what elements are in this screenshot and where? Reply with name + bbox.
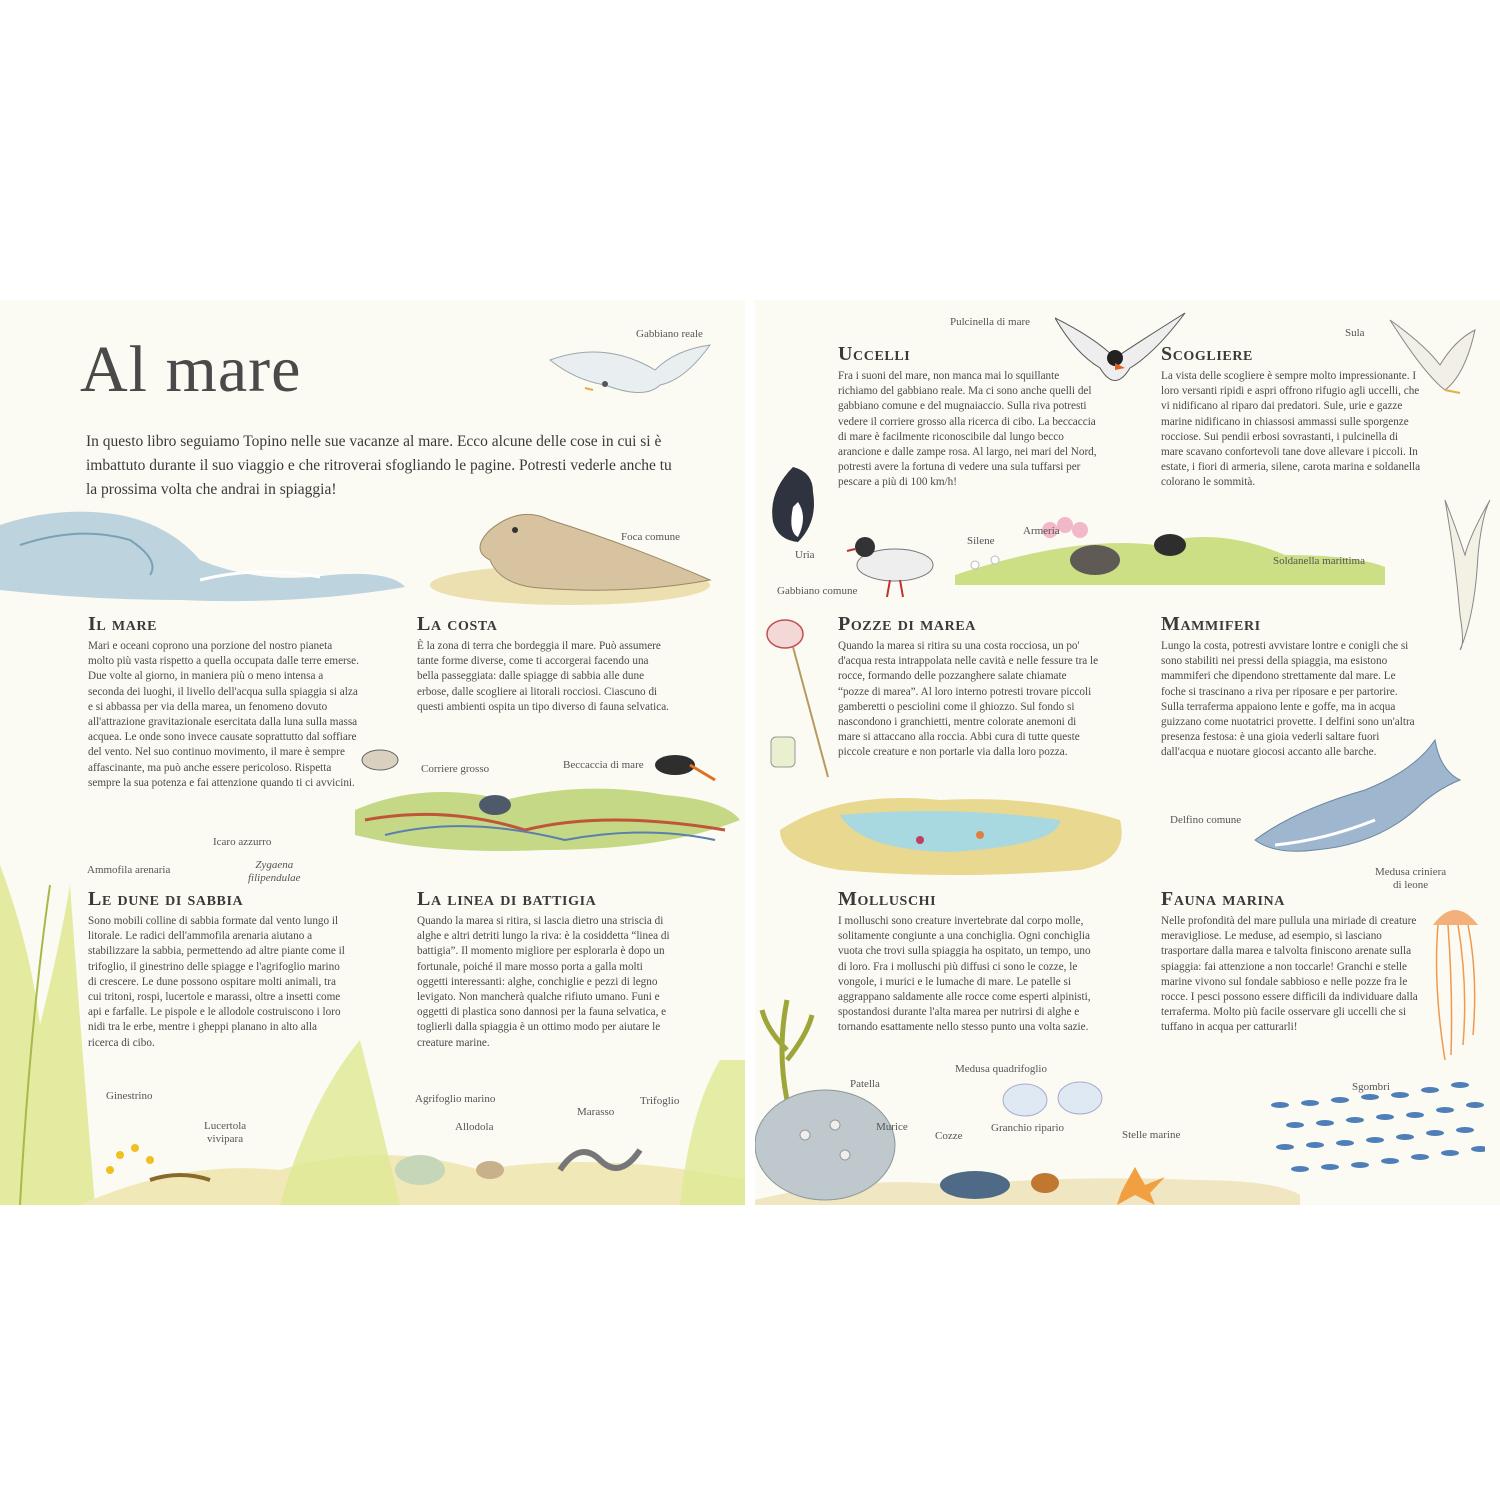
heading-la-costa: La costa: [417, 613, 498, 635]
label-patella: Patella: [850, 1078, 880, 1090]
text-dune: Sono mobili colline di sabbia formate dal vento lungo il litorale. Le radici dell'ammofila arenaria aiutano a stabilizzare la sabbia, permettendo ad altre piante come il trifoglio, il ginestrino delle spiagge e l'agrifoglio marino di crescere. Le dune possono ospitare molti animali, tra cui tritoni, rospi, lucertole e marassi, oltre a insetti come api e farfalle. Le pispole e le allodole costruiscono i loro nidi tra le erbe, mentre i gheppi planano in alto alla ricerca di cibo.: [88, 915, 345, 1049]
page-title: Al mare: [80, 333, 302, 406]
label-gabbiano-comune: Gabbiano comune: [777, 585, 858, 597]
lions-mane-jellyfish-illustration: [1423, 895, 1488, 1065]
heading-battigia: La linea di battigia: [417, 888, 597, 910]
label-gabbiano-reale: Gabbiano reale: [636, 328, 703, 340]
label-agrifoglio: Agrifoglio marino: [415, 1093, 496, 1105]
dune-plants-illustration: [80, 1020, 745, 1205]
heading-mammiferi: Mammiferi: [1161, 613, 1261, 635]
label-granchio: Granchio ripario: [991, 1122, 1064, 1134]
text-fauna: Nelle profondità del mare pullula una miriade di creature meravigliose. Le meduse, ad esempio, si lasciano trasportare dalla marea e talvolta finiscono arenate sulla spiaggia: fai attenzione a non toccarle! Granchi e stelle marine vivono sul fondale sabbioso e nelle pozze fra le rocce. I pesci possono essere difficili da individuare dalla terraferma. Molto più facile osservare gli uccelli che si tuffano in acqua per catturarli!: [1161, 915, 1418, 1034]
label-zygaena-line1: Zygaena: [255, 859, 294, 871]
dolphin-illustration: [1235, 730, 1475, 870]
intro-paragraph: In questo libro seguiamo Topino nelle sue vacanze al mare. Ecco alcune delle cose in cui si è imbattuto durante il suo viaggio e che ritroverai sfogliando le pagine. Potresti vederle anche tu la prossima volta che andrai in spiaggia!: [86, 433, 672, 498]
heading-fauna: Fauna marina: [1161, 888, 1285, 910]
label-sula: Sula: [1345, 327, 1365, 339]
label-allodola: Allodola: [455, 1121, 494, 1133]
gull-illustration: [545, 340, 715, 400]
label-icaro-azzurro: Icaro azzurro: [213, 836, 272, 848]
label-zygaena-line2: filipendulae: [248, 872, 301, 884]
label-silene: Silene: [967, 535, 995, 547]
label-cozze: Cozze: [935, 1130, 963, 1142]
seal-illustration: [430, 500, 720, 610]
text-molluschi: I molluschi sono creature invertebrate dal corpo molle, solitamente congiunte a una conchiglia. Ogni conchiglia vuota che trovi sulla spiaggia ha ospitato, un tempo, uno di loro. Fra i molluschi più diffusi ci sono le cozze, le vongole, i murici e le lumache di mare. Le patelle si aggrappano saldamente alle rocce come esperti alpinisti, spostandosi durante l'alta marea per nutrirsi di alghe e tornando esattamente nello stesso punto una volta sazie.: [838, 915, 1091, 1034]
black-headed-gull-illustration: [845, 525, 940, 600]
label-ginestrino: Ginestrino: [106, 1090, 153, 1102]
mackerel-school-illustration: [1260, 1075, 1485, 1195]
section-fauna: [1161, 888, 1423, 1036]
heading-pozze: Pozze di marea: [838, 613, 976, 635]
label-uria: Uria: [795, 549, 815, 561]
section-scogliere: [1161, 343, 1423, 491]
section-molluschi: [838, 888, 1100, 1036]
wave-illustration: [0, 505, 410, 610]
label-trifoglio: Trifoglio: [640, 1095, 680, 1107]
strandline-illustration: [345, 740, 745, 875]
heading-il-mare: Il mare: [88, 613, 158, 635]
text-scogliere: La vista delle scogliere è sempre molto impressionante. I loro versanti ripidi e aspri offrono rifugio agli uccelli, che vi nidificano al riparo dai predatori. Sule, urie e gazze marine nidificano in chiassosi ammassi sulle sporgenze rocciose. Sui pendii erbosi sovrastanti, i pulcinella di mare scavano confortevoli tane dove allevare i piccoli. In estate, i fiori di armeria, silene, carota marina e soldanella colorano le sommità.: [1161, 370, 1421, 489]
label-foca-comune: Foca comune: [621, 531, 680, 543]
label-armeria: Armeria: [1023, 525, 1060, 537]
label-lucertola: [204, 1120, 246, 1146]
tide-pool-illustration: [780, 790, 1130, 880]
section-la-costa: [417, 613, 673, 715]
section-uccelli: [838, 343, 1100, 491]
label-corriere-grosso: Corriere grosso: [421, 763, 490, 775]
section-il-mare: [88, 613, 360, 791]
text-il-mare: Mari e oceani coprono una porzione del nostro pianeta molto più vasta rispetto a quella occupata dalle terre emerse. Due volte al giorno, in maniera più o meno intensa a seconda dei luoghi, il livello dell'acqua sulla spiaggia si alza e si abbassa per via della marea, un fenomeno dovuto all'attrazione gravitazionale esercitata dalla luna sulla massa acquea. Le onde sono invece causate soprattutto dal soffiare del vento. Nel suo continuo movimento, il mare è sempre affascinante, ma può anche essere pericoloso. Rispetta sempre la sua potenza e fai attenzione quando ti ci avvicini.: [88, 640, 359, 789]
text-uccelli: Fra i suoni del mare, non manca mai lo squillante richiamo del gabbiano reale. Ma ci sono anche quelli del gabbiano comune e del mugnaiaccio. Sulla riva potresti vedere il corriere grosso alla ricerca di cibo. La beccaccia di mare è facilmente riconoscibile dal lungo becco arancione e dalle zampe rosa. Al largo, nei mari del Nord, potresti avere la fortuna di vedere una sula tuffarsi per pescare a più di 100 km/h!: [838, 370, 1097, 489]
heading-molluschi: Molluschi: [838, 888, 937, 910]
label-soldanella: Soldanella marittima: [1273, 555, 1365, 567]
text-mammiferi: Lungo la costa, potresti avvistare lontre e conigli che si sono stabiliti nei pressi della spiaggia, ma esistono mammiferi che dipendono strettamente dal mare. Le foche si trascinano a riva per riposare e per partorire. Sulla terraferma appaiono lente e goffe, ma in acqua guizzano come nuotatrici provette. I delfini sono un'altra presenza festosa: è una gioia vederli saltare fuori dall'acqua e nuotare giocosi accanto alle barche.: [1161, 640, 1415, 759]
label-medusa-criniera-line2: di leone: [1393, 879, 1429, 891]
guillemot-illustration: [758, 462, 828, 547]
moon-jellyfish-illustration: [1000, 1080, 1110, 1125]
label-stelle: Stelle marine: [1122, 1129, 1181, 1141]
right-page: [755, 300, 1500, 1205]
text-la-costa: È la zona di terra che bordeggia il mare. Può assumere tante forme diverse, come ti accorgerai facendo una bella passeggiata: dalle spiagge di sabbia alle dune erbose, dalle scogliere ai litorali rocciosi. Ciascuno di questi ambienti ospita un tipo diverso di fauna selvatica.: [417, 640, 669, 713]
label-ammofila: Ammofila arenaria: [87, 864, 171, 876]
page-gutter: [745, 300, 755, 1205]
label-sgombri: Sgombri: [1352, 1081, 1390, 1093]
heading-scogliere: Scogliere: [1161, 343, 1253, 365]
book-spread: [0, 300, 1500, 1205]
cliff-flowers-illustration: [955, 505, 1385, 590]
label-lucertola-line1: Lucertola: [204, 1120, 247, 1132]
label-murice: Murice: [876, 1121, 908, 1133]
label-marasso: Marasso: [577, 1106, 615, 1118]
left-page: [0, 300, 745, 1205]
text-pozze: Quando la marea si ritira su una costa rocciosa, un po' d'acqua resta intrappolata nelle cavità e nelle fessure tra le rocce, formando delle pozzanghere salate chiamate “pozze di marea”. Al loro interno potresti trovare piccoli gamberetti o pesciolini come il ghiozzo. Sul fondo si nascondono i granchietti, mentre colorate anemoni di mare si attaccano alla roccia. Abbi cura di tutte queste piccole creature e non portarle via dalla loro pozza.: [838, 640, 1099, 759]
net-and-jar-illustration: [763, 612, 838, 782]
label-zygaena: [248, 859, 301, 885]
diving-gannet-illustration: [1430, 495, 1495, 650]
label-beccaccia: Beccaccia di mare: [563, 759, 644, 771]
text-battigia: Quando la marea si ritira, si lascia dietro una striscia di alghe e altri detriti lungo la riva: è la cosiddetta “linea di battigia”. Il momento migliore per esplorarla è dopo un fortunale, poiché il mare mosso porta a galla molti oggetti interessanti: alghe, conchiglie e pezzi di legno levigato. Non mancherà qualche rifiuto umano. Funi e oggetti di plastica sono dannosi per la fauna selvatica, e toglierli dalla spiaggia è un ottimo modo per aiutare le creature marine.: [417, 915, 670, 1049]
heading-dune: Le dune di sabbia: [88, 888, 244, 910]
label-pulcinella: Pulcinella di mare: [950, 316, 1031, 328]
heading-uccelli: Uccelli: [838, 343, 911, 365]
section-pozze: [838, 613, 1100, 761]
label-lucertola-line2: vivipara: [207, 1133, 244, 1145]
label-medusa-quadrifoglio: Medusa quadrifoglio: [955, 1063, 1047, 1075]
label-delfino: Delfino comune: [1170, 814, 1242, 826]
label-medusa-criniera-line1: Medusa criniera: [1375, 866, 1447, 878]
